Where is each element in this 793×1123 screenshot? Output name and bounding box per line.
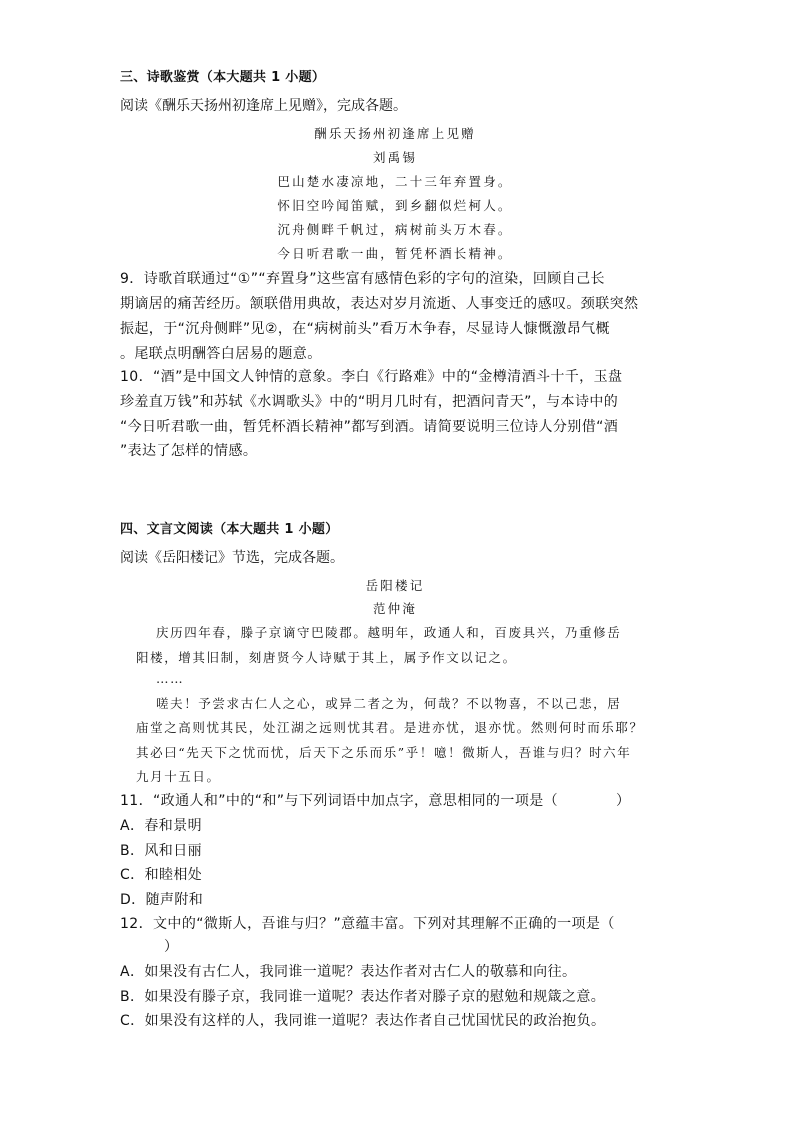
- ellipsis: ……: [156, 671, 185, 686]
- question-10-line: 10．“酒”是中国文人钟情的意象。李白《行路难》中的“金樽清酒斗十千，玉盘: [120, 369, 623, 385]
- prose-line: 嗟夫！予尝求古仁人之心，或异二者之为，何哉？不以物喜，不以己悲，居: [156, 696, 622, 711]
- question-10-line: “今日听君歌一曲，暂凭杯酒长精神”都写到酒。请简要说明三位诗人分别借“酒: [120, 419, 619, 435]
- question-11-close: ）: [616, 793, 631, 809]
- option-a: A．春和景明: [120, 818, 202, 834]
- prose-line: 庙堂之高则忧其民，处江湖之远则忧其君。是进亦忧，退亦忧。然则何时而乐耶？: [136, 720, 644, 735]
- poem-line: 沉舟侧畔千帆过，病树前头万木春。: [277, 222, 513, 237]
- section-intro-poetry: 阅读《酬乐天扬州初逢席上见赠》，完成各题。: [120, 98, 407, 114]
- question-12-stem: 12．文中的“微斯人，吾谁与归？”意蕴丰富。下列对其理解不正确的一项是（: [120, 916, 615, 932]
- prose-line: 其必曰“先天下之忧而忧，后天下之乐而乐”乎！噫！微斯人，吾谁与归？时六年: [136, 745, 632, 760]
- option-b: B．如果没有滕子京，我同谁一道呢？表达作者对滕子京的慰勉和规箴之意。: [120, 989, 606, 1005]
- prose-line: 九月十五日。: [136, 769, 221, 784]
- option-c: C．如果没有这样的人，我同谁一道呢？表达作者自己忧国忧民的政治抱负。: [120, 1013, 606, 1029]
- option-b: B．风和日丽: [120, 843, 203, 859]
- question-9-line: 9．诗歌首联通过“①”“弃置身”这些富有感情色彩的字句的渲染，回顾自己长: [120, 271, 605, 287]
- section-intro-classical: 阅读《岳阳楼记》节选，完成各题。: [120, 550, 344, 566]
- option-d: D．随声附和: [120, 892, 204, 908]
- text-author: 范仲淹: [372, 601, 418, 616]
- question-11-stem: [120, 790, 630, 810]
- poem-author: 刘禹锡: [372, 150, 418, 165]
- prose-line: 庆历四年春，滕子京谪守巴陵郡。越明年，政通人和，百废具兴，乃重修岳: [156, 625, 622, 640]
- poem-line: 巴山楚水凄凉地，二十三年弃置身。: [277, 174, 513, 189]
- prose-line: 阳楼，增其旧制，刻唐贤今人诗赋于其上，属予作文以记之。: [136, 650, 517, 665]
- poem-line: 怀旧空吟闻笛赋，到乡翻似烂柯人。: [277, 198, 513, 213]
- poem-title: 酬乐天扬州初逢席上见赠: [314, 126, 476, 141]
- question-12-close: ）: [164, 939, 179, 955]
- text-title: 岳阳楼记: [365, 578, 425, 593]
- section-heading-poetry: 三、诗歌鉴赏（本大题共 1 小题）: [120, 70, 326, 85]
- question-11-text: 11．“政通人和”中的“和”与下列词语中加点字，意思相同的一项是（: [120, 793, 559, 809]
- question-9-line: 期谪居的痛苦经历。颔联借用典故，表达对岁月流逝、人事变迁的感叹。颈联突然: [120, 296, 639, 312]
- section-heading-classical: 四、文言文阅读（本大题共 1 小题）: [120, 522, 339, 537]
- question-9-line: 振起，于“沉舟侧畔”见②，在“病树前头”看万木争春，尽显诗人慷慨激昂气概: [120, 321, 610, 337]
- option-a: A．如果没有古仁人，我同谁一道呢？表达作者对古仁人的敬慕和向往。: [120, 964, 577, 980]
- question-10-line: ”表达了怎样的情感。: [120, 443, 258, 459]
- question-9-line: 。尾联点明酬答白居易的题意。: [120, 346, 322, 362]
- poem-line: 今日听君歌一曲，暂凭杯酒长精神。: [277, 246, 513, 261]
- question-10-line: 珍羞直万钱”和苏轼《水调歌头》中的“明月几时有，把酒问青天”，与本诗中的: [120, 394, 619, 410]
- option-c: C．和睦相处: [120, 867, 203, 883]
